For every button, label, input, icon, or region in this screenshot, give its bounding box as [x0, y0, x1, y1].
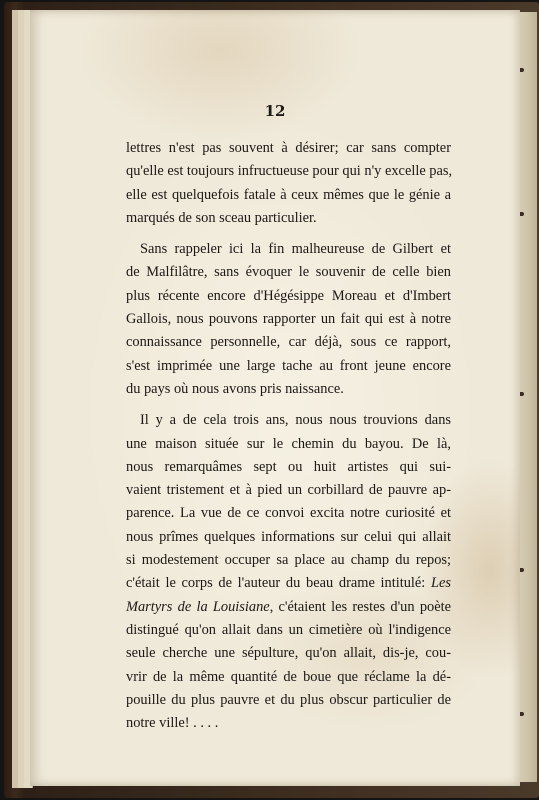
text-line: nous prîmes quelques informations sur celui qui allait	[126, 528, 451, 545]
text-line: si modestement occuper sa place au champ du repos;	[126, 552, 451, 569]
text-line: vrir de la même quantité de boue que réclame la dé-	[126, 668, 451, 685]
text-line: c'était le corps de l'auteur du beau drame intitulé: Les	[126, 575, 451, 592]
text-line: lettres n'est pas souvent à désirer; car sans compter	[126, 140, 451, 156]
italic-title: Les	[431, 575, 451, 592]
book-page	[30, 10, 520, 786]
text-line: elle est quelquefois fatale à ceux mêmes que le génie a	[126, 186, 451, 203]
text-line: de Malfilâtre, sans évoquer le souvenir de celle bien	[126, 264, 451, 281]
text-line: nous remarquâmes sept ou huit artistes qui sui-	[126, 458, 451, 475]
text-line: du pays où nous avons pris naissance.	[126, 380, 344, 397]
text-line: plus récente encore d'Hégésippe Moreau et d'Imbert	[126, 287, 451, 304]
text-line: marqués de son sceau particulier.	[126, 209, 317, 226]
text-line: une maison située sur le chemin du bayou. De là,	[126, 435, 451, 452]
text-line: vaient tristement et à pied un corbillard de pauvre ap-	[126, 482, 451, 499]
text-line: qu'elle est toujours infructueuse pour qui n'y excelle pas,	[126, 163, 453, 180]
text-line: Sans rappeler ici la fin malheureuse de Gilbert et	[140, 241, 451, 258]
text-line: seule cherche une sépulture, qu'on allait, dis-je, cou-	[126, 645, 451, 662]
text-line: Martyrs de la Louisiane, c'étaient les restes d'un poète	[126, 598, 451, 615]
text-line: Gallois, nous pouvons rapporter un fait qui est à notre	[126, 311, 451, 328]
page-number: 12	[264, 102, 286, 120]
text-line: parence. La vue de ce convoi excita notre curiosité et	[126, 505, 451, 522]
text-line: pouille du plus pauvre et du plus obscur particulier de	[126, 691, 451, 708]
text-line: notre ville! . . . .	[126, 715, 219, 732]
text-line: distingué qu'on allait dans un cimetière où l'indigence	[126, 621, 451, 638]
body-text	[126, 137, 451, 735]
text-line: s'est imprimée une large tache au front jeune encore	[126, 357, 451, 374]
italic-title: Martyrs de la Louisiane	[126, 598, 270, 615]
text-line: connaissance personnelle, car déjà, sous ce rapport,	[126, 334, 451, 351]
text-line: Il y a de cela trois ans, nous nous trouvions dans	[140, 412, 451, 429]
